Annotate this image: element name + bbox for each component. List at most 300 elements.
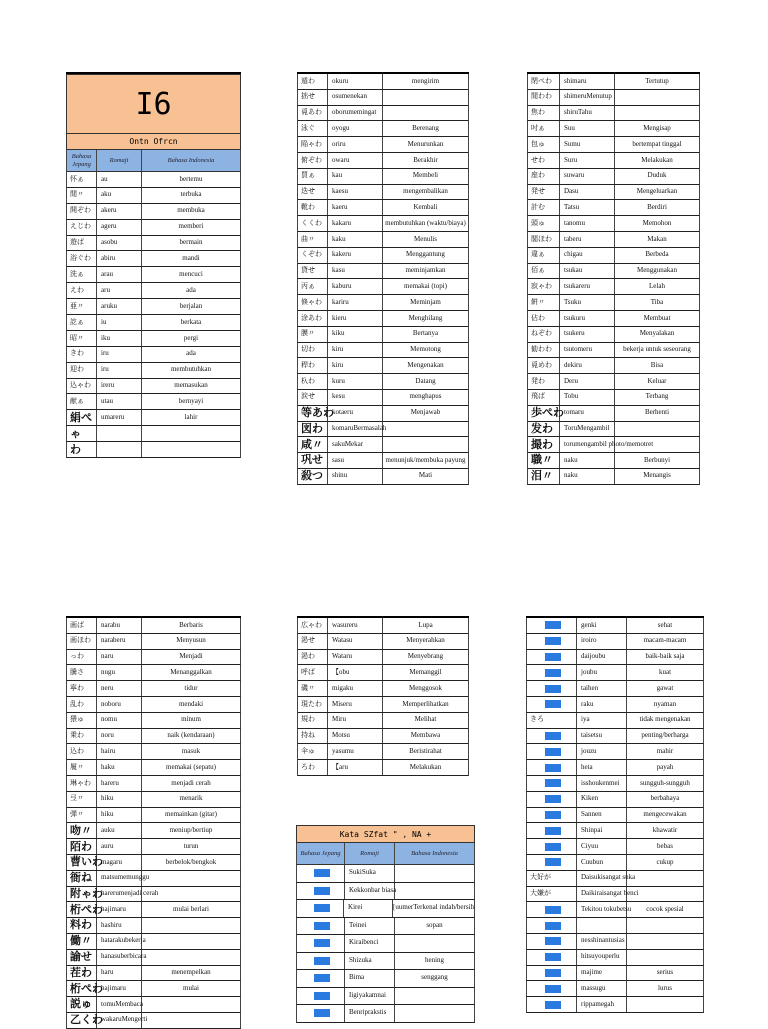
table3-row bbox=[527, 169, 700, 185]
meaning: Berakhir bbox=[413, 155, 438, 164]
jp-word bbox=[297, 918, 345, 935]
jp-word: えじわ bbox=[67, 220, 97, 235]
meaning: meminjamkan bbox=[405, 266, 446, 275]
jp-word bbox=[527, 934, 577, 949]
table2-row bbox=[297, 106, 469, 122]
redaction-mark bbox=[314, 887, 330, 895]
meaning: cocok spesial bbox=[646, 904, 684, 913]
romaji: 【obu bbox=[328, 665, 383, 680]
meaning: Beristirahat bbox=[409, 746, 442, 755]
jp-word bbox=[527, 618, 577, 633]
meaning: cukup bbox=[656, 857, 674, 866]
jp-word bbox=[527, 776, 577, 791]
romaji: arau bbox=[97, 267, 142, 282]
table7-row bbox=[526, 650, 704, 666]
meaning: Berenang bbox=[412, 123, 439, 132]
romaji: iku bbox=[97, 331, 142, 346]
romaji: owaru bbox=[328, 153, 383, 168]
romaji: hiku bbox=[97, 808, 142, 823]
romaji: tsukeru bbox=[560, 327, 615, 342]
jp-word bbox=[527, 839, 577, 854]
jp-word: っわ bbox=[67, 650, 97, 665]
table7-row bbox=[526, 855, 704, 871]
jp-word bbox=[527, 950, 577, 965]
table3-row bbox=[527, 121, 700, 137]
jp-word: 陥ゃわ bbox=[298, 137, 328, 152]
col-id: Bahasa Indonesia bbox=[167, 156, 215, 164]
jp-word: 発せ bbox=[528, 185, 560, 200]
jp-word: 寂ゃわ bbox=[528, 279, 560, 294]
romaji: naku bbox=[560, 453, 615, 468]
romaji: hashiru bbox=[97, 918, 142, 933]
meaning: berbelok/bengkok bbox=[165, 857, 217, 866]
jp-word: 履〃 bbox=[67, 760, 97, 775]
jp-word bbox=[527, 634, 577, 649]
romaji: Kirei bbox=[344, 900, 393, 917]
romaji: kakeru bbox=[328, 248, 383, 263]
jp-word: 餠〃 bbox=[528, 295, 560, 310]
adjective-title: Kata SZfat " , NA + bbox=[339, 829, 432, 839]
meaning: Melakukan bbox=[641, 155, 673, 164]
meaning bbox=[627, 918, 703, 933]
jp-word: 吻〃 bbox=[67, 823, 97, 838]
jp-word: 寧わ bbox=[67, 681, 97, 696]
jp-word: 丙ぁ bbox=[298, 279, 328, 294]
redaction-mark bbox=[314, 1009, 330, 1017]
meaning: hening bbox=[424, 955, 445, 964]
meaning: Lelah bbox=[649, 281, 665, 290]
romaji: genki bbox=[577, 618, 627, 633]
romaji: taisetsu bbox=[577, 729, 627, 744]
jp-word: 陌わ bbox=[67, 839, 97, 854]
romaji: Sumu bbox=[560, 137, 615, 152]
romaji: shimeruMenutup bbox=[560, 90, 615, 105]
meaning: nyaman bbox=[653, 699, 677, 708]
romaji: oriru bbox=[328, 137, 383, 152]
jp-word bbox=[527, 681, 577, 696]
jp-word: 閒わわ bbox=[528, 90, 560, 105]
jp-word: 曹いわ bbox=[67, 855, 97, 870]
table3-row bbox=[527, 406, 700, 422]
meaning: bertemu bbox=[179, 174, 203, 183]
redaction-mark bbox=[545, 669, 561, 677]
meaning: Menggunakan bbox=[636, 266, 678, 275]
romaji: Daisukisangat suka bbox=[577, 871, 627, 886]
table3-row bbox=[527, 74, 700, 90]
meaning: mendaki bbox=[178, 699, 204, 708]
romaji: tsukau bbox=[560, 264, 615, 279]
romaji: Miseru bbox=[328, 697, 383, 712]
jp-word: 切わ bbox=[298, 343, 328, 358]
romaji: ageru bbox=[97, 220, 142, 235]
table1-row bbox=[66, 220, 241, 236]
romaji: abiru bbox=[97, 251, 142, 266]
jp-word: 昭〃 bbox=[67, 331, 97, 346]
jp-word: 衙ね bbox=[67, 871, 97, 886]
meaning: mengirim bbox=[411, 76, 440, 85]
meaning: mulai berlari bbox=[173, 904, 209, 913]
table6-row bbox=[296, 970, 475, 988]
meaning: Datang bbox=[415, 376, 436, 385]
meaning: Berbeda bbox=[645, 250, 669, 259]
table2-row bbox=[297, 469, 469, 485]
redaction-mark bbox=[314, 992, 330, 1000]
jp-word: 買ぁ bbox=[298, 169, 328, 184]
meaning: Menghilang bbox=[408, 313, 443, 322]
jp-word: 図わ bbox=[298, 422, 328, 437]
table3-row bbox=[527, 327, 700, 343]
jp-word: 諭せ bbox=[67, 950, 97, 965]
meaning: sehat bbox=[657, 620, 673, 629]
table5-row bbox=[297, 618, 469, 634]
meaning: kuat bbox=[658, 667, 672, 676]
meaning: mengecewakan bbox=[643, 810, 687, 819]
meaning bbox=[142, 887, 240, 902]
meaning bbox=[627, 887, 703, 902]
table2-row bbox=[297, 200, 469, 216]
redaction-mark bbox=[545, 748, 561, 756]
meaning: lahir bbox=[184, 412, 198, 421]
meaning: Mengenakan bbox=[407, 360, 444, 369]
vocab-table-4 bbox=[66, 616, 241, 1029]
romaji bbox=[97, 442, 142, 457]
redaction-mark bbox=[545, 795, 561, 803]
table1-row bbox=[66, 188, 241, 204]
meaning: Berbunyi bbox=[643, 455, 671, 464]
jp-word: きろ bbox=[527, 713, 577, 728]
meaning bbox=[142, 442, 240, 457]
lesson-subtitle-row bbox=[66, 134, 241, 150]
jp-word: 发わ bbox=[528, 422, 560, 437]
meaning: Menangis bbox=[643, 471, 671, 480]
romaji: iru bbox=[97, 363, 142, 378]
jp-word bbox=[297, 953, 345, 970]
table7-row bbox=[526, 887, 704, 903]
redaction-mark bbox=[545, 764, 561, 772]
table3-row bbox=[527, 295, 700, 311]
adjective-table-7 bbox=[526, 616, 704, 1013]
redaction-mark bbox=[545, 937, 561, 945]
romaji: kariru bbox=[328, 295, 383, 310]
jp-word: 殺つ bbox=[298, 469, 328, 484]
romaji bbox=[97, 426, 142, 441]
jp-word: 磯〃 bbox=[298, 681, 328, 696]
romaji: utau bbox=[97, 394, 142, 409]
table2-row bbox=[297, 374, 469, 390]
jp-word: 桁ぺわ bbox=[67, 981, 97, 996]
jp-word bbox=[527, 808, 577, 823]
table4-row bbox=[66, 950, 241, 966]
meaning bbox=[615, 422, 699, 437]
table4-row bbox=[66, 713, 241, 729]
meaning: turun bbox=[183, 841, 199, 850]
romaji: asobu bbox=[97, 236, 142, 251]
redaction-mark bbox=[545, 732, 561, 740]
romaji: daijoubu bbox=[577, 650, 627, 665]
table7-row bbox=[526, 966, 704, 982]
table6-body bbox=[296, 865, 475, 1023]
table5-row bbox=[297, 744, 469, 760]
table7-row bbox=[526, 792, 704, 808]
jp-word: 料わ bbox=[67, 918, 97, 933]
table7-row bbox=[526, 713, 704, 729]
meaning: serius bbox=[656, 968, 674, 977]
romaji: jouzu bbox=[577, 744, 627, 759]
jp-word: 閣ほわ bbox=[528, 232, 560, 247]
romaji: kaku bbox=[328, 232, 383, 247]
jp-word: 発わ bbox=[528, 374, 560, 389]
table7-body bbox=[526, 618, 704, 1013]
redaction-mark bbox=[545, 779, 561, 787]
jp-word: 歩ぺわ bbox=[528, 406, 560, 421]
romaji: oyogu bbox=[328, 121, 383, 136]
table4-row bbox=[66, 792, 241, 808]
romaji: kesu bbox=[328, 390, 383, 405]
table4-row bbox=[66, 997, 241, 1013]
romaji: SukiSuka bbox=[345, 865, 395, 882]
jp-word bbox=[527, 902, 577, 917]
romaji: Ciyuu bbox=[577, 839, 627, 854]
table1-row bbox=[66, 442, 241, 458]
redaction-mark bbox=[314, 974, 330, 982]
jp-word: 飛ば bbox=[528, 390, 560, 405]
table2-row bbox=[297, 90, 469, 106]
meaning: ada bbox=[186, 285, 196, 294]
romaji: kiku bbox=[328, 327, 383, 342]
meaning: lurus bbox=[658, 983, 672, 992]
table2-row bbox=[297, 453, 469, 469]
romaji: osumenekan bbox=[328, 90, 383, 105]
meaning: Menyalakan bbox=[639, 329, 675, 338]
romaji: tomuMembaca bbox=[97, 997, 142, 1012]
jp-word: 込ゃわ bbox=[67, 379, 97, 394]
adjective-table-6 bbox=[296, 825, 475, 1023]
meaning: menghapus bbox=[409, 392, 442, 401]
meaning: minum bbox=[181, 715, 201, 724]
table7-row bbox=[526, 776, 704, 792]
lesson-header bbox=[66, 74, 241, 134]
meaning bbox=[142, 1013, 240, 1028]
meaning: Menanggalkan bbox=[170, 667, 212, 676]
jp-word bbox=[527, 792, 577, 807]
table2-row bbox=[297, 295, 469, 311]
table3-row bbox=[527, 469, 700, 485]
romaji: tsutomeru bbox=[560, 343, 615, 358]
meaning: Bertanya bbox=[412, 329, 439, 338]
table3-row bbox=[527, 153, 700, 169]
meaning: bertempat tinggal bbox=[632, 139, 682, 148]
jp-word: 勧わわ bbox=[528, 343, 560, 358]
table1-row bbox=[66, 204, 241, 220]
meaning bbox=[627, 871, 703, 886]
jp-word: 亜〃 bbox=[67, 299, 97, 314]
romaji: iu bbox=[97, 315, 142, 330]
redaction-mark bbox=[545, 858, 561, 866]
jp-word: 開ぞわ bbox=[67, 204, 97, 219]
romaji: haku bbox=[97, 760, 142, 775]
meaning: Berbaris bbox=[179, 620, 203, 629]
meaning: Menyerahkan bbox=[406, 636, 445, 645]
romaji: neru bbox=[97, 681, 142, 696]
table2-row bbox=[297, 232, 469, 248]
jp-word: 呼ば bbox=[298, 665, 328, 680]
table3-row bbox=[527, 264, 700, 280]
meaning: Memanggil bbox=[409, 667, 442, 676]
meaning: Mengeluarkan bbox=[636, 187, 678, 196]
meaning: ada bbox=[186, 349, 196, 358]
table4-row bbox=[66, 681, 241, 697]
romaji: iru bbox=[97, 347, 142, 362]
table3-row bbox=[527, 232, 700, 248]
table3-row bbox=[527, 390, 700, 406]
table5-row bbox=[297, 760, 469, 776]
romaji: umareru bbox=[97, 410, 142, 425]
table1-row bbox=[66, 379, 241, 395]
jp-word: 琳ゃわ bbox=[67, 776, 97, 791]
table5-row bbox=[297, 729, 469, 745]
jp-word bbox=[527, 650, 577, 665]
romaji: noru bbox=[97, 729, 142, 744]
redaction-mark bbox=[314, 904, 330, 912]
romaji: kasu bbox=[328, 264, 383, 279]
romaji: iroiro bbox=[577, 634, 627, 649]
jp-word: 桁ぺわ bbox=[67, 902, 97, 917]
table3-row bbox=[527, 106, 700, 122]
romaji: massugu bbox=[577, 981, 627, 996]
table7-row bbox=[526, 697, 704, 713]
meaning: tidur bbox=[184, 683, 198, 692]
jp-word: 撮わ bbox=[528, 437, 560, 452]
romaji: shiruTahu bbox=[560, 106, 615, 121]
table3-row bbox=[527, 374, 700, 390]
romaji: hatarakubekerja bbox=[97, 934, 142, 949]
meaning bbox=[383, 422, 468, 437]
meaning: memasukan bbox=[174, 381, 208, 390]
redaction-mark bbox=[545, 843, 561, 851]
table2-row bbox=[297, 264, 469, 280]
table4-row bbox=[66, 887, 241, 903]
jp-word: 計む bbox=[528, 200, 560, 215]
table7-row bbox=[526, 981, 704, 997]
jp-word: 焦わ bbox=[528, 106, 560, 121]
table7-row bbox=[526, 934, 704, 950]
meaning bbox=[395, 988, 474, 1005]
meaning: Mengisap bbox=[643, 123, 671, 132]
redaction-mark bbox=[545, 637, 561, 645]
col-romaji: Romaji bbox=[97, 150, 142, 171]
jp-word: 閉ぺわ bbox=[528, 74, 560, 89]
meaning: senggang bbox=[421, 973, 448, 982]
jp-word: 大好が bbox=[527, 871, 577, 886]
romaji: magaru bbox=[97, 855, 142, 870]
vocab-table-2 bbox=[297, 72, 469, 485]
jp-word: 絹ぺ bbox=[67, 410, 97, 425]
romaji: shimaru bbox=[560, 74, 615, 89]
romaji: Suru bbox=[560, 153, 615, 168]
romaji: hairu bbox=[97, 744, 142, 759]
lesson-subtitle: Ontn Ofrcn bbox=[129, 137, 178, 146]
table2-row bbox=[297, 121, 469, 137]
romaji: iya bbox=[577, 713, 627, 728]
table1-row bbox=[66, 315, 241, 331]
meaning: sungguh-sungguh bbox=[640, 778, 690, 787]
meaning: mandi bbox=[182, 254, 200, 263]
table5-row bbox=[297, 650, 469, 666]
table7-row bbox=[526, 808, 704, 824]
jp-word bbox=[297, 883, 345, 900]
meaning: Kembali bbox=[413, 202, 438, 211]
meaning bbox=[383, 437, 468, 452]
romaji: Wataru bbox=[328, 650, 383, 665]
romaji: auku bbox=[97, 823, 142, 838]
table4-body bbox=[66, 618, 241, 1029]
meaning bbox=[142, 426, 240, 441]
jp-word: ねぞわ bbox=[528, 327, 560, 342]
adjective-header bbox=[296, 825, 475, 843]
meaning: macam-macam bbox=[643, 636, 687, 645]
table4-row bbox=[66, 634, 241, 650]
table2-row bbox=[297, 343, 469, 359]
table4-row bbox=[66, 918, 241, 934]
table6-row bbox=[296, 1005, 475, 1023]
romaji: Benriprakstis bbox=[345, 1005, 395, 1022]
meaning: Menulis bbox=[414, 234, 437, 243]
table2-row bbox=[297, 216, 469, 232]
romaji: Tekitou tokubetsu bbox=[577, 902, 627, 917]
jp-word: 渇せ bbox=[298, 634, 328, 649]
table7-row bbox=[526, 681, 704, 697]
romaji: Shizuka bbox=[345, 953, 395, 970]
romaji: hitsuyouperlu bbox=[577, 950, 627, 965]
lesson-number: I6 bbox=[135, 86, 172, 122]
jp-word: 泳ぐ bbox=[298, 121, 328, 136]
meaning: pergi bbox=[183, 333, 199, 342]
romaji: Shinpai bbox=[577, 823, 627, 838]
jp-word: 猥ゅ bbox=[67, 713, 97, 728]
meaning: mulai bbox=[183, 983, 199, 992]
romaji: kiru bbox=[328, 343, 383, 358]
romaji: yasumu bbox=[328, 744, 383, 759]
jp-word: 拙せ bbox=[298, 90, 328, 105]
jp-word: くくわ bbox=[298, 216, 328, 231]
col-romaji: Romaji bbox=[345, 843, 395, 864]
jp-word bbox=[297, 935, 345, 952]
meaning bbox=[142, 934, 240, 949]
meaning bbox=[615, 437, 699, 452]
jp-word: 覓めわ bbox=[528, 358, 560, 373]
jp-word: 吋ぁ bbox=[528, 121, 560, 136]
meaning: berbahaya bbox=[650, 794, 680, 803]
romaji: komaruBermasalah bbox=[328, 422, 383, 437]
table4-row bbox=[66, 665, 241, 681]
meaning: Memperlihatkan bbox=[402, 699, 449, 708]
romaji: shinu bbox=[328, 469, 383, 484]
romaji: 【aru bbox=[328, 760, 383, 775]
meaning: Terbang bbox=[645, 392, 669, 401]
romaji: Cuubun bbox=[577, 855, 627, 870]
romaji: suwaru bbox=[560, 169, 615, 184]
redaction-mark bbox=[545, 922, 561, 930]
meaning: payah bbox=[656, 762, 674, 771]
romaji: kiru bbox=[328, 358, 383, 373]
romaji: hanasuberbicara bbox=[97, 950, 142, 965]
romaji: tanomu bbox=[560, 216, 615, 231]
jp-word: 騰さ bbox=[67, 665, 97, 680]
table7-row bbox=[526, 634, 704, 650]
romaji: Watasu bbox=[328, 634, 383, 649]
table4-row bbox=[66, 760, 241, 776]
romaji: sasu bbox=[328, 453, 383, 468]
